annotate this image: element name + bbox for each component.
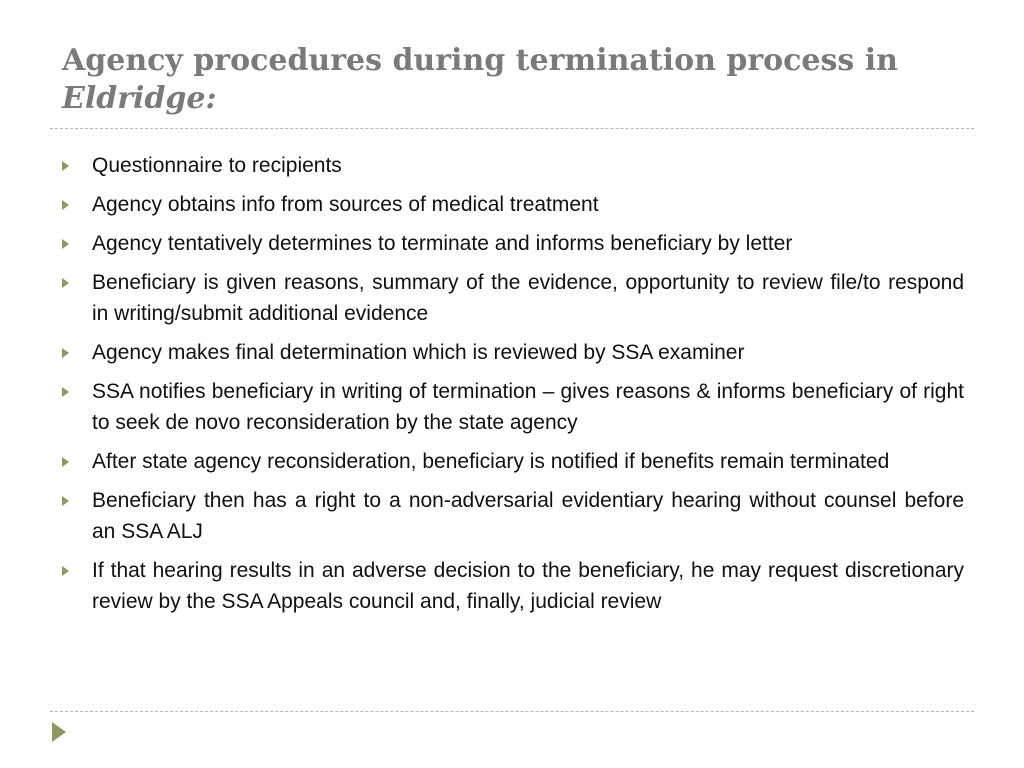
triangle-bullet-icon (62, 161, 69, 171)
title-line-2: Eldridge: (62, 81, 217, 116)
bullet-list (62, 150, 964, 625)
list-item (62, 555, 964, 617)
triangle-bullet-icon (62, 496, 69, 506)
bullet-text: Beneficiary is given reasons, summary of the evidence, opportunity to review file/to respond in writing/submit additional evidence (92, 271, 964, 325)
triangle-bullet-icon (62, 457, 69, 467)
bullet-text: Agency tentatively determines to terminate and informs beneficiary by letter (92, 232, 793, 255)
triangle-bullet-icon (62, 387, 69, 397)
title-divider (50, 128, 974, 129)
triangle-bullet-icon (62, 239, 69, 249)
bullet-text: SSA notifies beneficiary in writing of termination – gives reasons & informs beneficiary of right to seek de novo reconsideration by the state agency (92, 380, 964, 434)
bullet-text: If that hearing results in an adverse decision to the beneficiary, he may request discretionary review by the SSA Appeals council and, finally, judicial review (92, 559, 964, 613)
footer-divider (50, 711, 974, 712)
list-item (62, 337, 964, 368)
triangle-bullet-icon (62, 278, 69, 288)
title-line-1: Agency procedures during termination process in (62, 43, 898, 78)
list-item (62, 150, 964, 181)
triangle-bullet-icon (62, 348, 69, 358)
bullet-text: Agency obtains info from sources of medical treatment (92, 193, 599, 216)
bullet-text: Agency makes final determination which is reviewed by SSA examiner (92, 341, 745, 364)
list-item (62, 189, 964, 220)
play-arrow-icon[interactable] (52, 722, 66, 742)
bullet-text: After state agency reconsideration, beneficiary is notified if benefits remain terminated (92, 450, 890, 473)
list-item (62, 267, 964, 329)
bullet-text: Questionnaire to recipients (92, 154, 342, 177)
list-item (62, 376, 964, 438)
list-item (62, 446, 964, 477)
triangle-bullet-icon (62, 200, 69, 210)
bullet-text: Beneficiary then has a right to a non-adversarial evidentiary hearing without counsel before an SSA ALJ (92, 489, 964, 543)
list-item (62, 485, 964, 547)
list-item (62, 228, 964, 259)
triangle-bullet-icon (62, 566, 69, 576)
slide-title (62, 42, 982, 118)
